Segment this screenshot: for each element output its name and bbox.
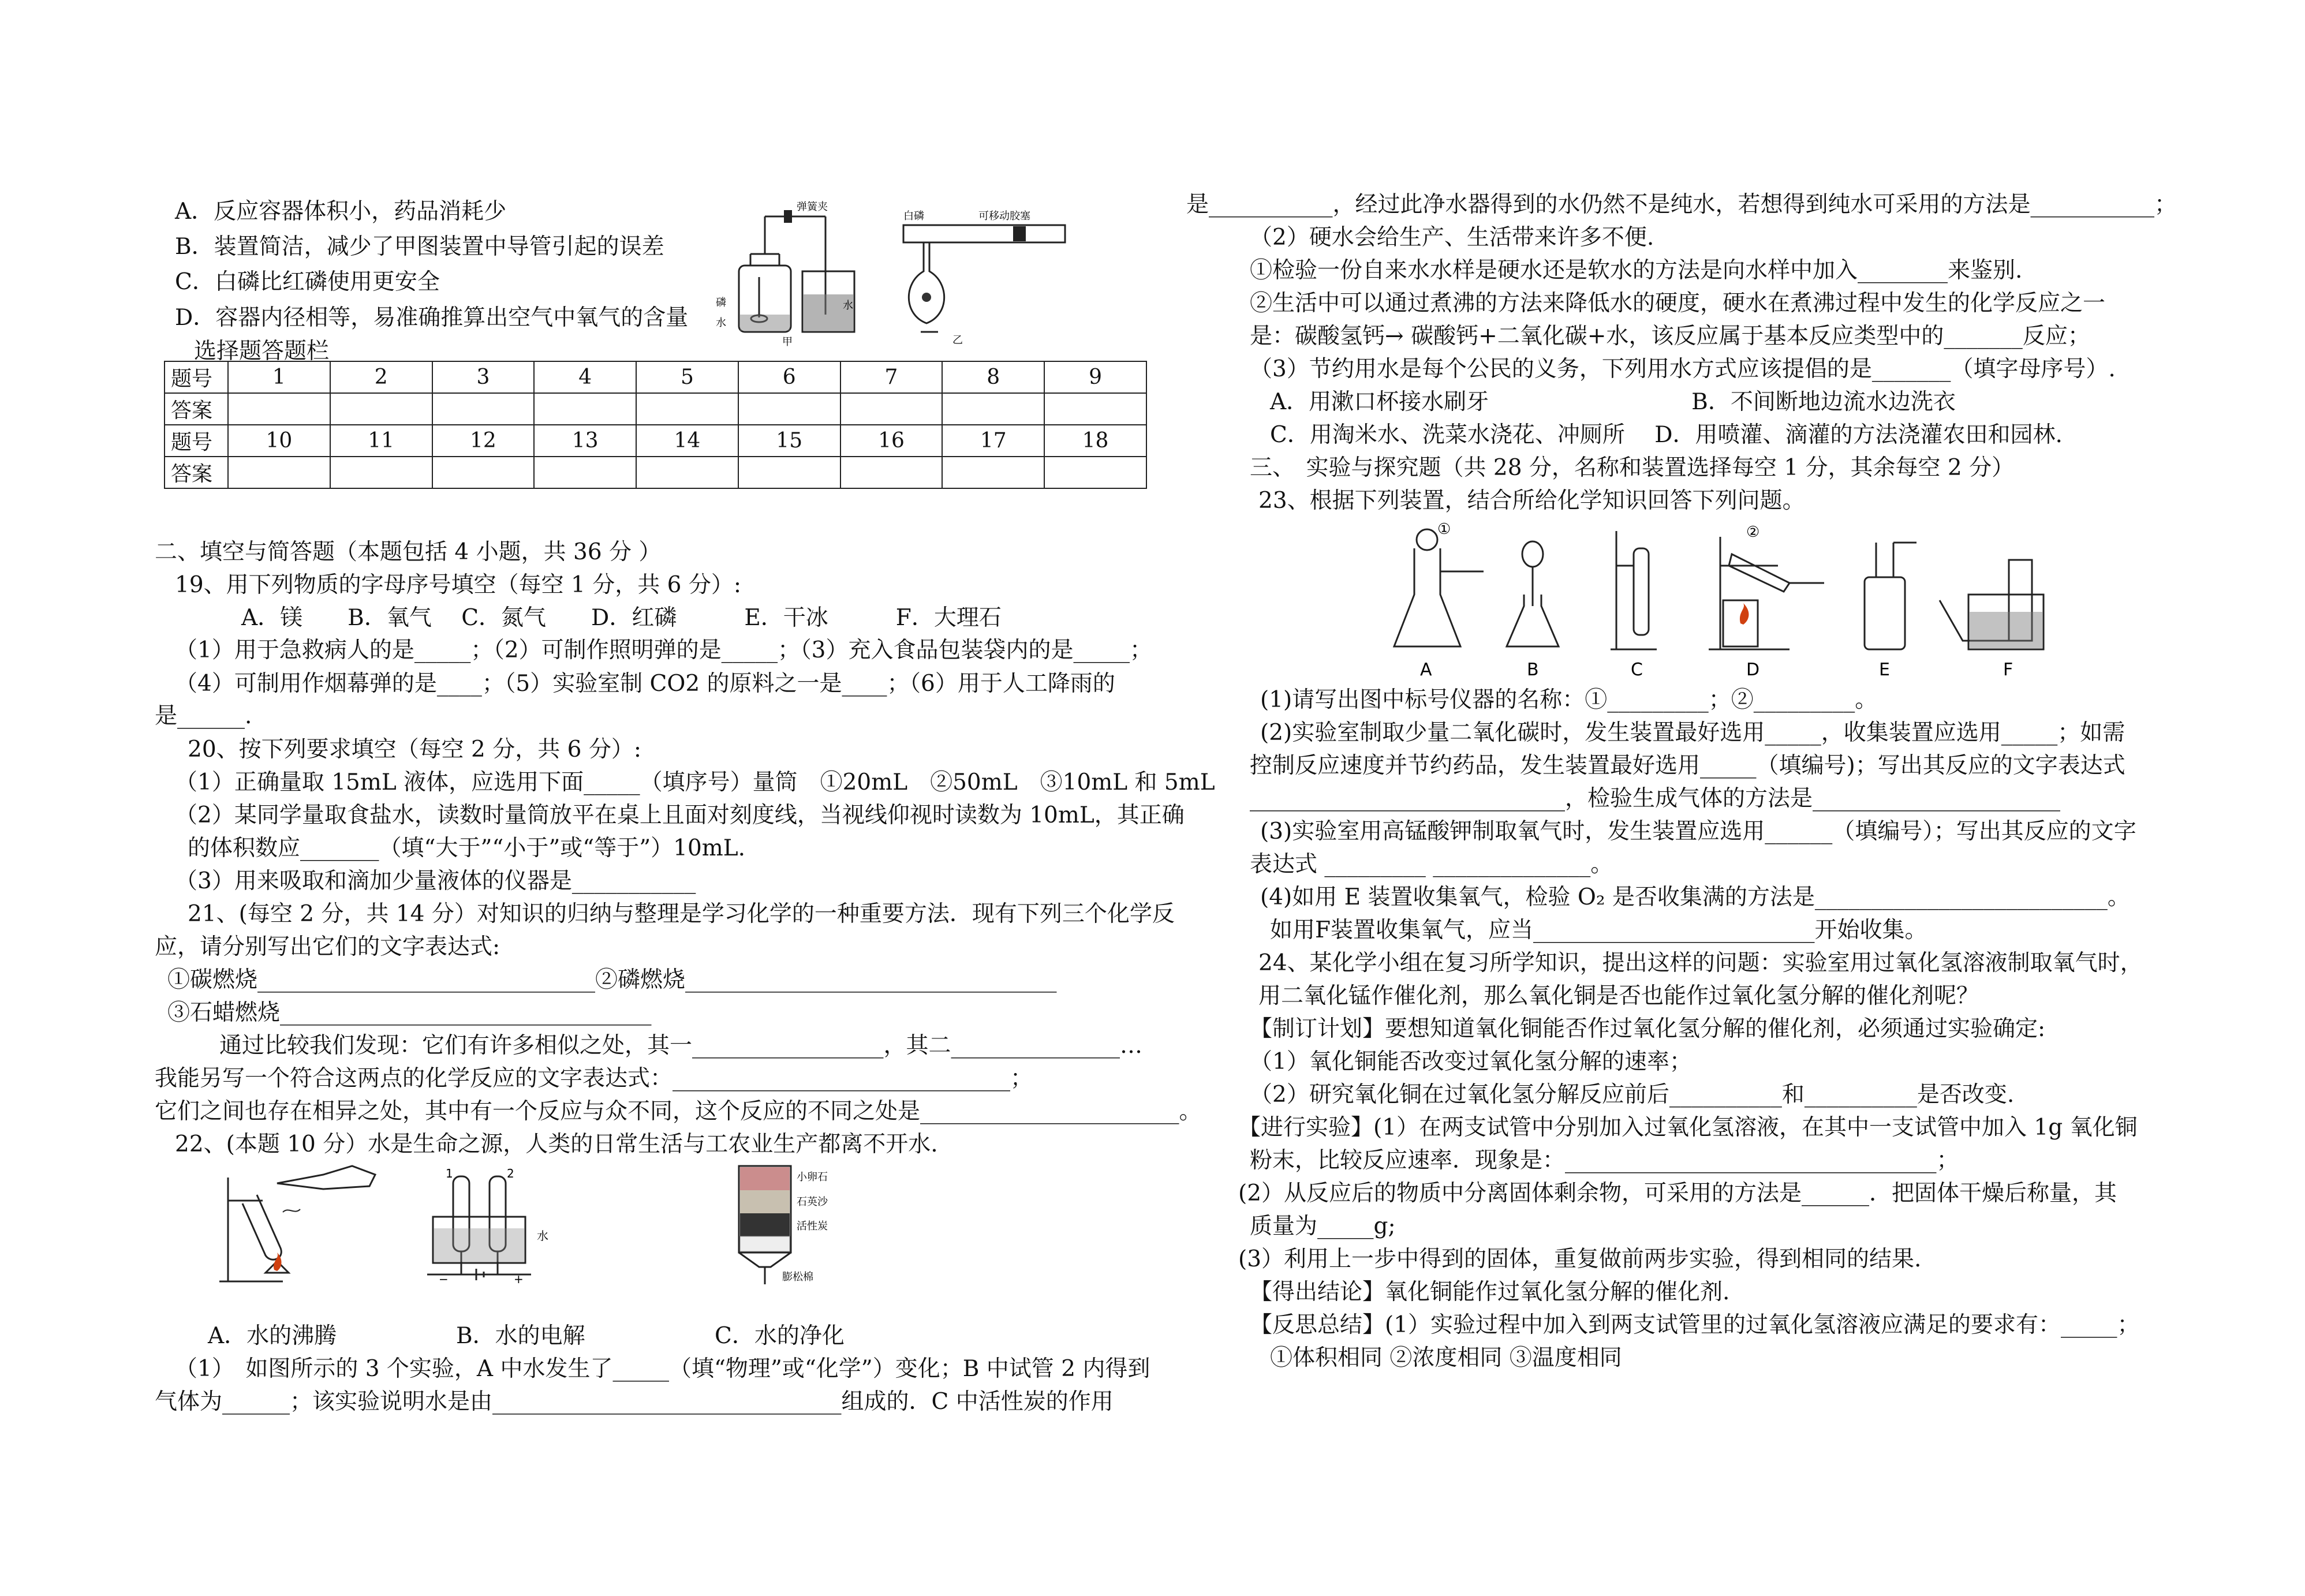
figure-water-electrolysis bbox=[416, 1165, 566, 1286]
table-cell: 17 bbox=[942, 425, 1044, 457]
svg-text:+: + bbox=[514, 1272, 524, 1286]
q20-stem: 20、按下列要求填空（每空 2 分，共 6 分）: bbox=[188, 737, 641, 763]
answer-cell[interactable] bbox=[738, 393, 840, 425]
svg-text:②: ② bbox=[1746, 524, 1760, 541]
svg-text:石英沙: 石英沙 bbox=[797, 1196, 828, 1208]
q22-part2-b-cont: 是：碳酸氢钙→ 碳酸钙+二氧化碳+水，该反应属于基本反应类型中的_______反应； bbox=[1250, 323, 2090, 349]
q24-conclusion: 【得出结论】氧化铜能作过氧化氢分解的催化剂. bbox=[1250, 1279, 1730, 1305]
q21-compare: 通过比较我们发现：它们有许多相似之处，其一_________________，其二_______________… bbox=[219, 1033, 1143, 1059]
q22-part3: （3）节约用水是每个公民的义务，下列用水方式应该提倡的是_______（填字母序号）. bbox=[1250, 356, 2116, 382]
answer-table bbox=[164, 361, 1147, 489]
fig22-caption-c: C．水的净化 bbox=[715, 1323, 845, 1349]
table-row bbox=[165, 457, 1146, 488]
table-cell: 9 bbox=[1044, 361, 1146, 393]
q22-stem: 22、(本题 10 分）水是生命之源，人类的日常生活与工农业生产都离不开水. bbox=[175, 1131, 938, 1157]
table-cell: 15 bbox=[738, 425, 840, 457]
table-cell: 14 bbox=[636, 425, 738, 457]
answer-cell[interactable] bbox=[738, 457, 840, 488]
answer-cell[interactable] bbox=[942, 457, 1044, 488]
answer-cell[interactable] bbox=[942, 393, 1044, 425]
q24-plan-2: （2）研究氧化铜在过氧化氢分解反应前后__________和__________是否改变. bbox=[1250, 1082, 2015, 1108]
q22-part2: （2）硬水会给生产、生活带来许多不便. bbox=[1250, 225, 1654, 251]
table-cell: 12 bbox=[432, 425, 535, 457]
answer-cell[interactable] bbox=[636, 393, 738, 425]
table-cell: 答案 bbox=[165, 393, 228, 425]
q24-experiment-3: (3）利用上一步中得到的固体，重复做前两步实验，得到相同的结果. bbox=[1238, 1246, 1922, 1272]
table-cell: 11 bbox=[330, 425, 432, 457]
q24-plan-1: （1）氧化铜能否改变过氧化氢分解的速率； bbox=[1250, 1049, 1692, 1075]
table-cell: 题号 bbox=[165, 425, 228, 457]
table-cell: 13 bbox=[534, 425, 636, 457]
svg-text:水: 水 bbox=[537, 1229, 548, 1243]
table-cell: 答案 bbox=[165, 457, 228, 488]
q21-example: 我能另写一个符合这两点的化学反应的文字表达式：______________________________； bbox=[155, 1066, 1033, 1092]
q18-option-d: D．容器内径相等，易准确推算出空气中氧气的含量 bbox=[175, 305, 689, 331]
q24-experiment-cont: 粉末，比较反应速率．现象是：_________________________________； bbox=[1250, 1148, 1959, 1173]
table-cell: 3 bbox=[432, 361, 535, 393]
svg-text:C: C bbox=[1631, 660, 1643, 680]
q21-difference: 它们之间也存在相异之处，其中有一个反应与众不同，这个反应的不同之处是_______________________。 bbox=[155, 1098, 1202, 1124]
table-cell: 16 bbox=[840, 425, 943, 457]
q24-plan: 【制订计划】要想知道氧化铜能否作过氧化氢分解的催化剂，必须通过实验确定: bbox=[1250, 1016, 2046, 1042]
svg-text:白磷: 白磷 bbox=[903, 210, 924, 222]
answer-table-title: 选择题答题栏 bbox=[194, 338, 330, 364]
q22-cont-line: 是___________，经过此净水器得到的水仍然不是纯水，若想得到纯水可采用的方法是___________； bbox=[1186, 192, 2177, 218]
q23-part4-cont: 如用F装置收集氧气，应当_________________________开始收集。 bbox=[1270, 917, 1927, 943]
q23-stem: 23、根据下列装置，结合所给化学知识回答下列问题。 bbox=[1258, 488, 1805, 514]
table-cell: 5 bbox=[636, 361, 738, 393]
svg-text:可移动胶塞: 可移动胶塞 bbox=[978, 210, 1030, 222]
table-cell: 7 bbox=[840, 361, 943, 393]
figure-jia-apparatus bbox=[710, 202, 860, 346]
answer-cell[interactable] bbox=[636, 457, 738, 488]
q23-part4: (4)如用 E 装置收集氧气，检验 O₂ 是否收集满的方法是__________________________。 bbox=[1260, 884, 2130, 910]
answer-cell[interactable] bbox=[840, 457, 943, 488]
svg-text:−: − bbox=[439, 1272, 449, 1286]
svg-text:E: E bbox=[1879, 660, 1890, 680]
fig22-caption-b: B．水的电解 bbox=[456, 1323, 585, 1349]
answer-cell[interactable] bbox=[330, 457, 432, 488]
answer-cell[interactable] bbox=[432, 457, 535, 488]
q22-part2-a: ①检验一份自来水水样是硬水还是软水的方法是向水样中加入________来鉴别. bbox=[1250, 257, 2023, 283]
figure-lab-apparatus bbox=[1385, 519, 2136, 681]
svg-text:甲: 甲 bbox=[782, 336, 793, 348]
table-row bbox=[165, 425, 1146, 457]
q19-blanks-2: （4）可制用作烟幕弹的是____；（5）实验室制 CO2 的原料之一是____；（6）用于人工降雨的 bbox=[175, 671, 1115, 697]
table-cell: 4 bbox=[534, 361, 636, 393]
fig22-caption-a: A．水的沸腾 bbox=[208, 1323, 337, 1349]
svg-text:D: D bbox=[1746, 660, 1760, 680]
q20-part1: （1）正确量取 15mL 液体，应选用下面_____（填序号）量筒 ①20mL ②50mL ③10mL 和 5mL bbox=[175, 769, 1215, 795]
q23-part3-cont: 表达式 _________ ______________。 bbox=[1250, 851, 1613, 877]
q19-blanks-3: 是______. bbox=[155, 703, 252, 729]
answer-cell[interactable] bbox=[330, 393, 432, 425]
svg-text:乙: 乙 bbox=[952, 334, 963, 346]
svg-text:水: 水 bbox=[843, 300, 853, 312]
q19-options: A．镁 B．氧气 C．氮气 D．红磷 E．干冰 F．大理石 bbox=[241, 605, 1002, 631]
figure-water-boiling bbox=[208, 1160, 381, 1287]
section-3-heading: 三、 实验与探究题（共 28 分，名称和装置选择每空 1 分，其余每空 2 分） bbox=[1250, 455, 2015, 481]
table-row bbox=[165, 361, 1146, 393]
svg-text:活性炭: 活性炭 bbox=[797, 1220, 828, 1232]
svg-text:弹簧夹: 弹簧夹 bbox=[797, 201, 828, 213]
q20-part2: （2）某同学量取食盐水，读数时量筒放平在桌上且面对刻度线，当视线仰视时读数为 10mL，其正确 bbox=[175, 802, 1185, 828]
svg-text:F: F bbox=[2003, 660, 2013, 680]
q24-reflection: 【反思总结】(1）实验过程中加入到两支试管里的过氧化氢溶液应满足的要求有：_____； bbox=[1250, 1312, 2140, 1338]
q18-option-b: B．装置简洁，减少了甲图装置中导管引起的误差 bbox=[175, 234, 664, 260]
q20-part2-cont: 的体积数应_______（填“大于”“小于”或“等于”）10mL. bbox=[188, 835, 746, 861]
q21-blanks-2: ③石蜡燃烧_________________________________ bbox=[167, 1000, 652, 1026]
svg-text:膨松棉: 膨松棉 bbox=[782, 1271, 813, 1283]
svg-text:磷: 磷 bbox=[716, 297, 726, 309]
table-cell: 8 bbox=[942, 361, 1044, 393]
section-2-heading: 二、填空与简答题（本题包括 4 小题，共 36 分 ） bbox=[155, 539, 662, 565]
answer-cell[interactable] bbox=[1044, 393, 1146, 425]
table-cell: 1 bbox=[228, 361, 330, 393]
answer-cell[interactable] bbox=[534, 393, 636, 425]
q24-stem: 24、某化学小组在复习所学知识，提出这样的问题：实验室用过氧化氢溶液制取氧气时， bbox=[1258, 950, 2143, 976]
q23-part2: (2)实验室制取少量二氧化碳时，发生装置最好选用_____，收集装置应选用_____；如需 bbox=[1260, 720, 2125, 746]
answer-cell[interactable] bbox=[534, 457, 636, 488]
q18-option-a: A．反应容器体积小，药品消耗少 bbox=[175, 199, 507, 225]
figure-yi-apparatus bbox=[898, 202, 1071, 346]
svg-text:1: 1 bbox=[446, 1167, 453, 1180]
q22-part1: （1） 如图所示的 3 个实验，A 中水发生了_____（填“物理”或“化学”）变化；B 中试管 2 内得到 bbox=[175, 1356, 1150, 1382]
table-cell: 6 bbox=[738, 361, 840, 393]
answer-cell[interactable] bbox=[1044, 457, 1146, 488]
q21-blanks-1: ①碳燃烧______________________________②磷燃烧_________________________________ bbox=[167, 967, 1057, 993]
q20-part3: （3）用来吸取和滴加少量液体的仪器是___________ bbox=[175, 868, 696, 894]
q23-part2-cont2: ____________________________，检验生成气体的方法是______________________ bbox=[1250, 786, 2061, 812]
q24-reflection-options: ①体积相同 ②浓度相同 ③温度相同 bbox=[1270, 1345, 1622, 1371]
q23-part1: (1)请写出图中标号仪器的名称：①_________；②_________。 bbox=[1260, 687, 1878, 713]
svg-text:A: A bbox=[1420, 660, 1432, 680]
svg-text:水: 水 bbox=[716, 317, 726, 329]
figure-water-purifier bbox=[727, 1154, 860, 1287]
answer-cell[interactable] bbox=[432, 393, 535, 425]
q24-experiment: 【进行实验】(1）在两支试管中分别加入过氧化氢溶液，在其中一支试管中加入 1g 氧化铜 bbox=[1238, 1115, 2138, 1141]
q19-blanks-1: （1）用于急救病人的是_____；（2）可制作照明弹的是_____；（3）充入食品包装袋内的是_____； bbox=[175, 637, 1152, 663]
q19-stem: 19、用下列物质的字母序号填空（每空 1 分，共 6 分）: bbox=[175, 572, 741, 598]
q22-part1-cont: 气体为______；该实验说明水是由_______________________________组成的．C 中活性炭的作用 bbox=[155, 1389, 1114, 1415]
answer-cell[interactable] bbox=[840, 393, 943, 425]
svg-text:B: B bbox=[1527, 660, 1539, 680]
q21-stem-cont: 应，请分别写出它们的文字表达式: bbox=[155, 934, 500, 960]
q22-part3-opts-ab: A．用漱口杯接水刷牙 B．不间断地边流水边洗衣 bbox=[1270, 389, 1956, 415]
q24-stem-cont: 用二氧化锰作催化剂，那么氧化铜是否也能作过氧化氢分解的催化剂呢？ bbox=[1258, 983, 1979, 1009]
q23-part3: (3)实验室用高锰酸钾制取氧气时，发生装置应选用______（填编号）；写出其反应的文字 bbox=[1260, 818, 2136, 844]
answer-cell[interactable] bbox=[228, 457, 330, 488]
q24-experiment-2: (2）从反应后的物质中分离固体剩余物，可采用的方法是______．把固体干燥后称量，其 bbox=[1238, 1180, 2117, 1206]
table-cell: 2 bbox=[330, 361, 432, 393]
q18-option-c: C．白磷比红磷使用更安全 bbox=[175, 269, 440, 295]
q24-experiment-2-cont: 质量为_____g; bbox=[1250, 1213, 1396, 1239]
q22-part3-opts-cd: C．用淘米水、洗菜水浇花、冲厕所 D．用喷灌、滴灌的方法浇灌农田和园林. bbox=[1270, 422, 2063, 448]
q22-part2-b: ②生活中可以通过煮沸的方法来降低水的硬度，硬水在煮沸过程中发生的化学反应之一 bbox=[1250, 290, 2106, 316]
q21-stem: 21、(每空 2 分，共 14 分）对知识的归纳与整理是学习化学的一种重要方法．现有下列三个化学反 bbox=[188, 901, 1175, 927]
svg-text:①: ① bbox=[1437, 521, 1451, 538]
svg-text:2: 2 bbox=[507, 1167, 514, 1180]
table-cell: 10 bbox=[228, 425, 330, 457]
table-cell: 18 bbox=[1044, 425, 1146, 457]
svg-text:小卵石: 小卵石 bbox=[797, 1171, 828, 1183]
q23-part2-cont: 控制反应速度并节约药品，发生装置最好选用_____（填编号)；写出其反应的文字表达式 bbox=[1250, 753, 2125, 779]
table-row bbox=[165, 393, 1146, 425]
table-cell: 题号 bbox=[165, 361, 228, 393]
answer-cell[interactable] bbox=[228, 393, 330, 425]
